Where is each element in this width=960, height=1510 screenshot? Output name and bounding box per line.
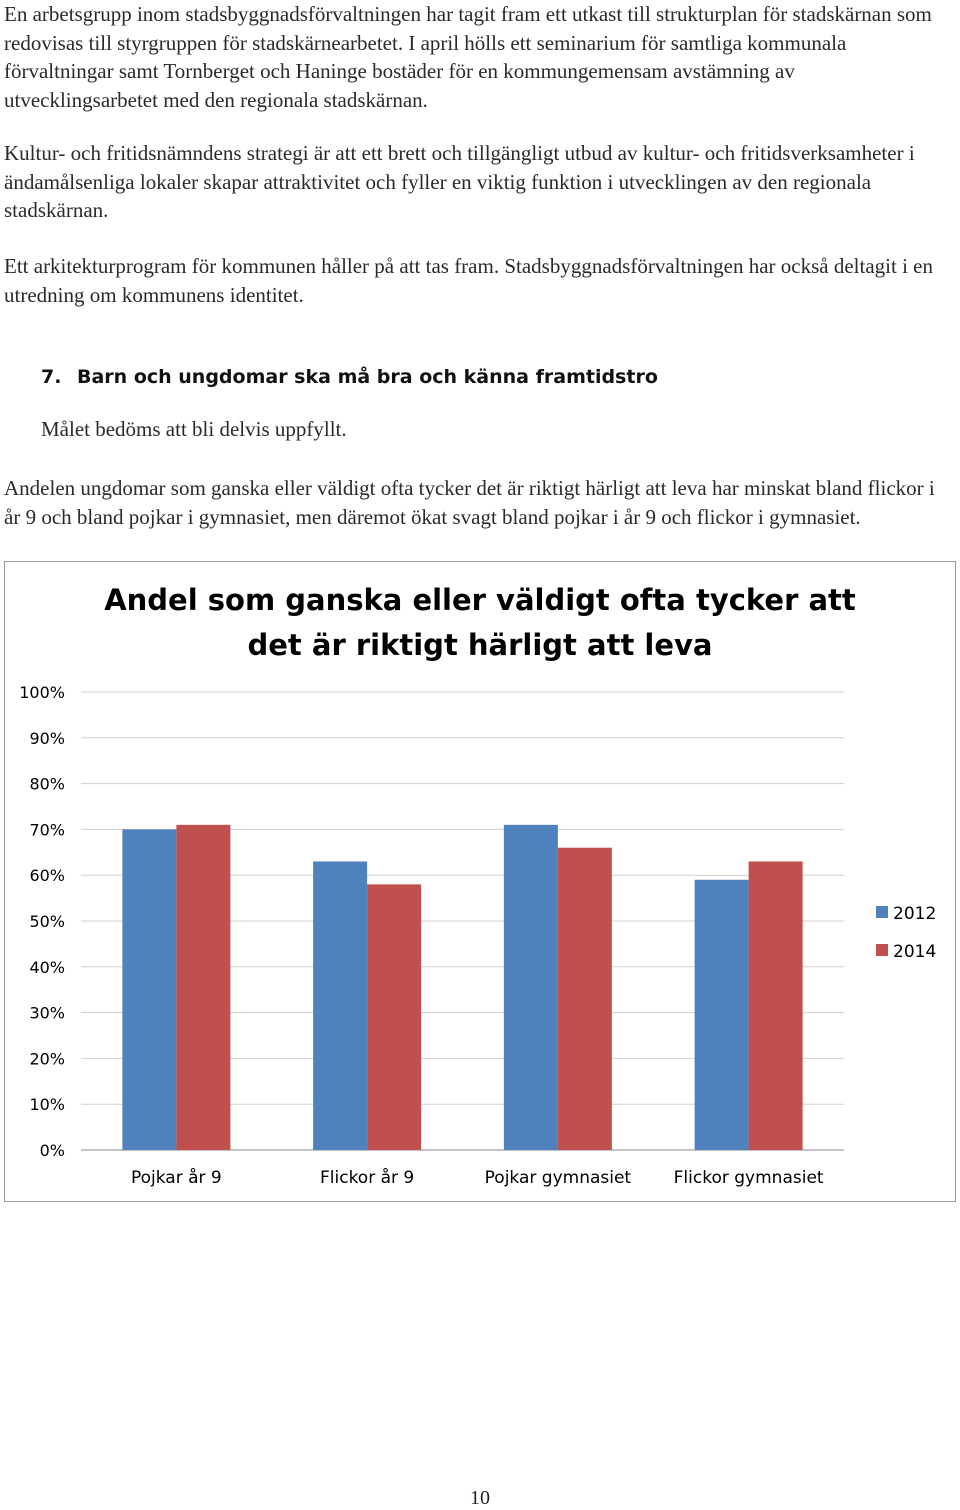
y-tick-label: 80% xyxy=(29,774,65,794)
x-tick-label: Flickor gymnasiet xyxy=(673,1168,824,1188)
strategy-paragraph: Kultur- och fritidsnämndens strategi är att ett brett och tillgängligt utbud av kultur- och fritidsverksamheter i ändamålsenliga lokaler skapar attraktivitet och fyller en viktig funktion i utvecklingen av den regionala stadskärnan. xyxy=(4,141,915,222)
legend-label-2014: 2014 xyxy=(893,942,937,962)
bar-2014 xyxy=(367,884,421,1150)
y-tick-label: 50% xyxy=(29,912,65,931)
x-tick-label: Pojkar gymnasiet xyxy=(484,1168,632,1188)
page-number: 10 xyxy=(470,1487,490,1509)
section-heading xyxy=(41,366,658,388)
bar-2014 xyxy=(558,848,612,1150)
intro-paragraph: En arbetsgrupp inom stadsbyggnadsförvaltningen har tagit fram ett utkast till strukturplan för stadskärnan som redovisas till styrgruppen för stadskärnearbetet. I april hölls ett seminarium för samtliga kommunala förvaltningar samt Tornberget och Haninge bostäder för en kommungemensam avstämning av utvecklingsarbetet med den regionala stadskärnan. xyxy=(4,2,932,112)
x-tick-label: Pojkar år 9 xyxy=(130,1168,222,1188)
bar-2012 xyxy=(504,825,558,1150)
chart-container xyxy=(4,561,956,1202)
bar-2012 xyxy=(122,829,176,1150)
bar-2014 xyxy=(749,861,803,1150)
x-tick-label: Flickor år 9 xyxy=(320,1168,415,1188)
bar-2012 xyxy=(313,861,367,1150)
bar-2012 xyxy=(695,880,749,1150)
y-tick-label: 40% xyxy=(29,957,65,977)
y-tick-label: 70% xyxy=(29,820,65,840)
legend-label-2012: 2012 xyxy=(893,904,937,924)
y-tick-label: 20% xyxy=(29,1049,65,1069)
y-tick-label: 30% xyxy=(29,1003,65,1023)
section-number: 7. xyxy=(41,366,62,388)
y-tick-label: 10% xyxy=(29,1095,65,1115)
y-tick-label: 90% xyxy=(29,728,65,748)
chart-title-line-1: Andel som ganska eller väldigt ofta tycker att xyxy=(104,583,856,617)
goal-status: Målet bedöms att bli delvis uppfyllt. xyxy=(41,417,347,441)
chart-title-line-2: det är riktigt härligt att leva xyxy=(247,628,713,662)
section-title: Barn och ungdomar ska må bra och känna framtidstro xyxy=(77,366,658,388)
legend-swatch-2012 xyxy=(876,906,888,918)
architecture-paragraph: Ett arkitekturprogram för kommunen håller på att tas fram. Stadsbyggnadsförvaltningen har också deltagit i en utredning om kommunens identitet. xyxy=(4,254,933,307)
bar-chart xyxy=(5,562,955,1201)
bar-2014 xyxy=(176,825,230,1150)
y-tick-label: 60% xyxy=(29,866,65,886)
legend-swatch-2014 xyxy=(876,944,888,956)
section-paragraph: Andelen ungdomar som ganska eller väldigt ofta tycker det är riktigt härligt att leva har minskat bland flickor i år 9 och bland pojkar i gymnasiet, men däremot ökat svagt bland pojkar i år 9 och flickor i gymnasiet. xyxy=(4,476,935,529)
y-tick-label: 0% xyxy=(39,1141,65,1160)
y-tick-label: 100% xyxy=(19,683,65,702)
